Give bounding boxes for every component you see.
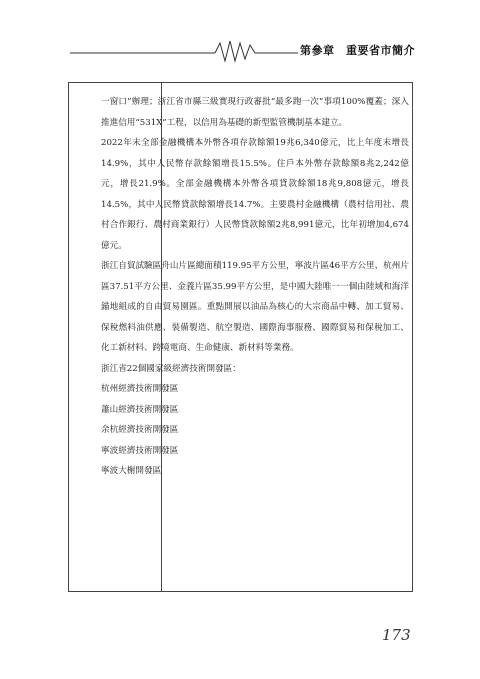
list-item: 寧波大榭開發區: [101, 466, 162, 476]
list-heading: 浙江省22個國家級經濟技術開發區：: [101, 363, 241, 374]
table-content-cell: [101, 92, 409, 482]
list-item: 寧波經濟技術開發區: [101, 445, 179, 456]
list-item: 杭州經濟技術開發區: [101, 384, 179, 394]
page-header: [70, 35, 415, 65]
chapter-title: 第參章 重要省市簡介: [300, 44, 415, 57]
paragraph-administrative-reform: 一窗口”辦理；浙江省市縣三級實現行政審批“最多跑一次”事項100%覆蓋；深入推進信用“531X”工程，以信用為基礎的新型監管機制基本建立。: [101, 97, 409, 128]
paragraph-finance-statistics: 2022年末全部金融機構本外幣各項存款餘額19兆6,340億元，比上年度末增長14.9%，其中人民幣存款餘額增長15.5%。住戶本外幣存款餘額8兆2,242億元，增長21.9%。全部金融機構本外幣各項貸款餘額18兆9,808億元，增長14.5%，其中人民幣貸款餘額增長14.7%。主要農村金融機構（農村信用社、農村合作銀行、農村商業銀行）人民幣貸款餘額2兆8,991億元，比年初增加4,674億元。: [101, 138, 409, 251]
list-item: 蕭山經濟技術開發區: [101, 404, 179, 415]
paragraph-free-trade-zone: 浙江自貿試驗區舟山片區總面積119.95平方公里，寧波片區46平方公里、杭州片區37.51平方公里、金義片區35.99平方公里，是中國大陸唯一一個由陸域和海洋錨地組成的自由貿易園區。重點開展以油品為核心的大宗商品中轉、加工貿易、保稅燃料油供應、裝備製造、航空製造、國際海事服務、國際貿易和保稅加工、化工新材料、跨境電商、生命健康、新材料等業務。: [101, 261, 409, 353]
list-item: 余杭經濟技術開發區: [101, 425, 179, 435]
page-number: 173: [382, 626, 411, 644]
